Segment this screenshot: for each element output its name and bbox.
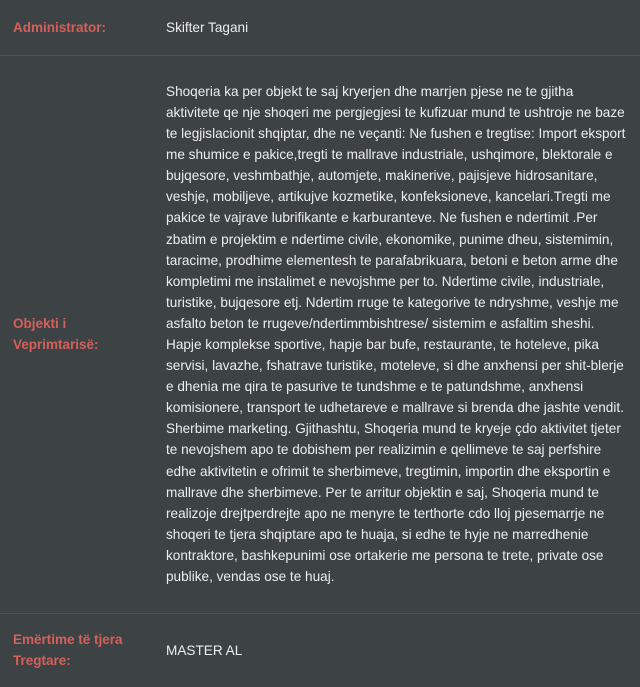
info-row-objekti-veprimtarise [0,55,640,613]
info-row-emertime-tregtare [0,613,640,687]
administrator-label: Administrator: [13,19,107,35]
emertime-tregtare-label: Emërtime të tjera Tregtare: [13,632,123,669]
administrator-value: Skifter Tagani [166,19,249,35]
emertime-tregtare-value: MASTER AL [166,642,243,658]
objekti-veprimtarise-label: Objekti i Veprimtarisë: [13,316,99,352]
info-row-administrator [0,0,640,55]
objekti-veprimtarise-value: Shoqeria ka per objekt te saj kryerjen dhe marrjen pjese ne te gjitha aktivitete qe nje shoqeri me pergjegjesi te kufizuar mund te ushtroje ne baze te legjislacionit shqiptar, dhe ne veçanti: Ne fushen e tregtise: Import eksport me shumice e pakice,tregti te mallrave industriale, ushqimore, blektorale e bujqesore, veshmbathje, automjete, makinerive, pajisjeve hidrosanitare, veshje, mobiljeve, artikujve kozmetike, konfeksioneve, kancelari.Tregti me pakice te vajrave lubrifikante e karburanteve. Ne fushen e ndertimit .Per zbatim e projektim e ndertime civile, ekonomike, punime dheu, sistemimin, taracime, prodhime elementesh te parafabrikuara, betoni e beton arme dhe kompletimi me instalimet e nevojshme per to. Ndertime civile, industriale, turistike, bujqesore etj. Ndertim rruge te kategorive te ndryshme, veshje me asfalto beton te rrugeve/ndertimmbishtrese/ sistemim e asfaltim sheshi. Hapje komplekse sportive, hapje bar bufe, restaurante, te hoteleve, pika servisi, lavazhe, fshatrave turistike, moteleve, si dhe anxhensi per shit-blerje e dhenia me qira te pasurive te tundshme e te patundshme, anxhensi komisionere, transport te udhetareve e mallrave si brenda dhe jashte vendit. Sherbime marketing. Gjithashtu, Shoqeria mund te kryeje çdo aktivitet tjeter te nevojshem apo te dobishem per realizimin e qellimeve te saj perfshire edhe aktivitetin e ofrimit te sherbimeve, tregtimin, importin dhe eksportin e mallrave dhe sherbimeve. Per te arritur objektin e saj, Shoqeria mund te realizoje drejtperdrejte apo ne menyre te terthorte cdo lloj pjesemarrje ne shoqeri te tjera shqiptare apo te huaja, si edhe te hyje ne marredhenie kontraktore, bashkepunimi ose ortakerie me persona te trete, private ose publike, vendas ose te huaj. [166,83,626,585]
